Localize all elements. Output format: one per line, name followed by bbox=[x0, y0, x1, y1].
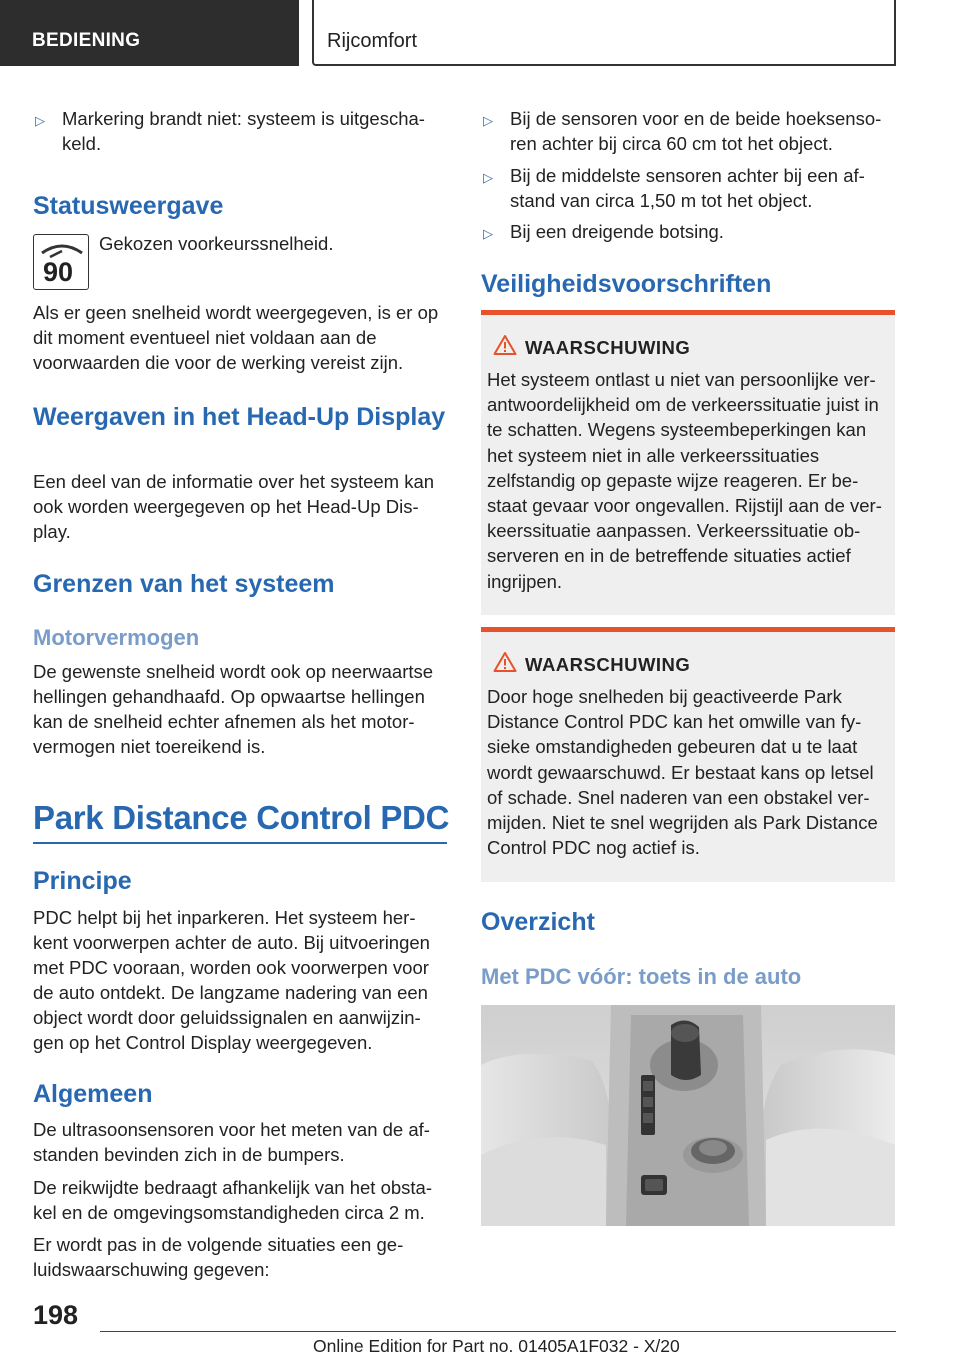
general-heading: Algemeen bbox=[33, 1080, 153, 1108]
section-tab bbox=[0, 0, 299, 66]
warning-body: Door hoge snelheden bij geactiveerde Park Distance Control PDC kan het omwille van fy-sieke omstandigheden gebeuren dat u te laat wordt gewaarschuwd. Er bestaat kans op letsel of schade. Snel naderen van een obstakel ver-mijden. Niet te snel wegrijden als Park Distance Control PDC nog actief is. bbox=[487, 686, 878, 859]
triangle-bullet-icon: ▷ bbox=[483, 170, 493, 185]
hud-paragraph: Een deel van de informatie over het systeem kan ook worden weergegeven op het Head-Up Dis-play. bbox=[33, 471, 435, 542]
pdc-heading: Park Distance Control PDC bbox=[33, 799, 450, 836]
warning-triangle-icon bbox=[493, 651, 517, 673]
edition-text: Online Edition for Part no. 01405A1F032 - X/20 bbox=[313, 1336, 680, 1356]
chapter-tab bbox=[312, 0, 896, 66]
warning-title: WAARSCHUWING bbox=[525, 337, 691, 358]
engine-heading: Motorvermogen bbox=[33, 625, 200, 650]
heading-rule bbox=[33, 842, 447, 844]
bullet-item: ▷ Markering brandt niet: systeem is uitgescha- keld. bbox=[35, 108, 425, 154]
section-title: BEDIENING bbox=[32, 30, 141, 51]
limits-heading: Grenzen van het systeem bbox=[33, 570, 335, 598]
center-console-photo bbox=[481, 1005, 895, 1226]
bullet-item: ▷ Bij de sensoren voor en de beide hoeksenso-ren achter bij circa 60 cm tot het object. bbox=[483, 108, 882, 154]
triangle-bullet-icon: ▷ bbox=[35, 113, 45, 128]
general-paragraph-1: De ultrasoonsensoren voor het meten van de af-standen bevinden zich in de bumpers. bbox=[33, 1119, 430, 1165]
chapter-title: Rijcomfort bbox=[327, 30, 418, 52]
warning-box bbox=[481, 310, 895, 615]
speedometer-icon bbox=[33, 234, 89, 290]
principle-paragraph: PDC helpt bij het inparkeren. Het systeem her-kent voorwerpen achter de auto. Bij uitvoeringen met PDC vooraan, worden ook voorwerpen voor de auto ontdekt. De langzame nadering van een object wordt door geluidssignalen en aanwijzin-gen op het Control Display weergegeven. bbox=[33, 907, 430, 1053]
safety-heading: Veiligheidsvoorschriften bbox=[481, 270, 772, 298]
front-pdc-heading: Met PDC vóór: toets in de auto bbox=[481, 964, 802, 989]
triangle-bullet-icon: ▷ bbox=[483, 226, 493, 241]
status-icon-caption: Gekozen voorkeurssnelheid. bbox=[99, 233, 334, 254]
general-paragraph-3: Er wordt pas in de volgende situaties een ge-luidswaarschuwing gegeven: bbox=[33, 1234, 404, 1280]
warning-box bbox=[481, 627, 895, 882]
warning-body: Het systeem ontlast u niet van persoonlijke ver-antwoordelijkheid om de verkeerssituatie juist in te schatten. Wegens systeembeperkingen kan het systeem niet in alle verkeerssituaties zelfstandig op gepaste wijze reageren. Er be-staat gevaar voor ongevallen. Rijstijl aan de ver-keerssituatie aanpassen. Verkeerssituatie ob-serveren en in de betreffende situaties actief ingrijpen. bbox=[487, 369, 882, 592]
bullet-item: ▷ Bij de middelste sensoren achter bij een af-stand van circa 1,50 m tot het object. bbox=[483, 165, 865, 211]
general-paragraph-2: De reikwijdte bedraagt afhankelijk van het obsta-kel en de omgevingsomstandigheden circa 2 m. bbox=[33, 1177, 433, 1223]
engine-paragraph: De gewenste snelheid wordt ook op neerwaartse hellingen gehandhaafd. Op opwaartse hellingen kan de snelheid echter afnemen als het motor-vermogen niet toereikend is. bbox=[33, 661, 434, 757]
warning-triangle-icon bbox=[493, 334, 517, 356]
triangle-bullet-icon: ▷ bbox=[483, 113, 493, 128]
speed-value: 90 bbox=[43, 257, 74, 287]
bullet-item: ▷ Bij een dreigende botsing. bbox=[481, 219, 895, 244]
hud-heading: Weergaven in het Head-Up Display bbox=[33, 403, 446, 431]
overview-heading: Overzicht bbox=[481, 908, 595, 936]
status-heading: Statusweergave bbox=[33, 192, 224, 220]
page-number: 198 bbox=[33, 1300, 79, 1330]
principle-heading: Principe bbox=[33, 867, 132, 895]
footer-rule bbox=[100, 1331, 896, 1332]
warning-title: WAARSCHUWING bbox=[525, 654, 691, 675]
status-paragraph: Als er geen snelheid wordt weergegeven, is er op dit moment eventueel niet voldaan aan de voorwaarden die voor de werking vereist zijn. bbox=[33, 302, 439, 373]
